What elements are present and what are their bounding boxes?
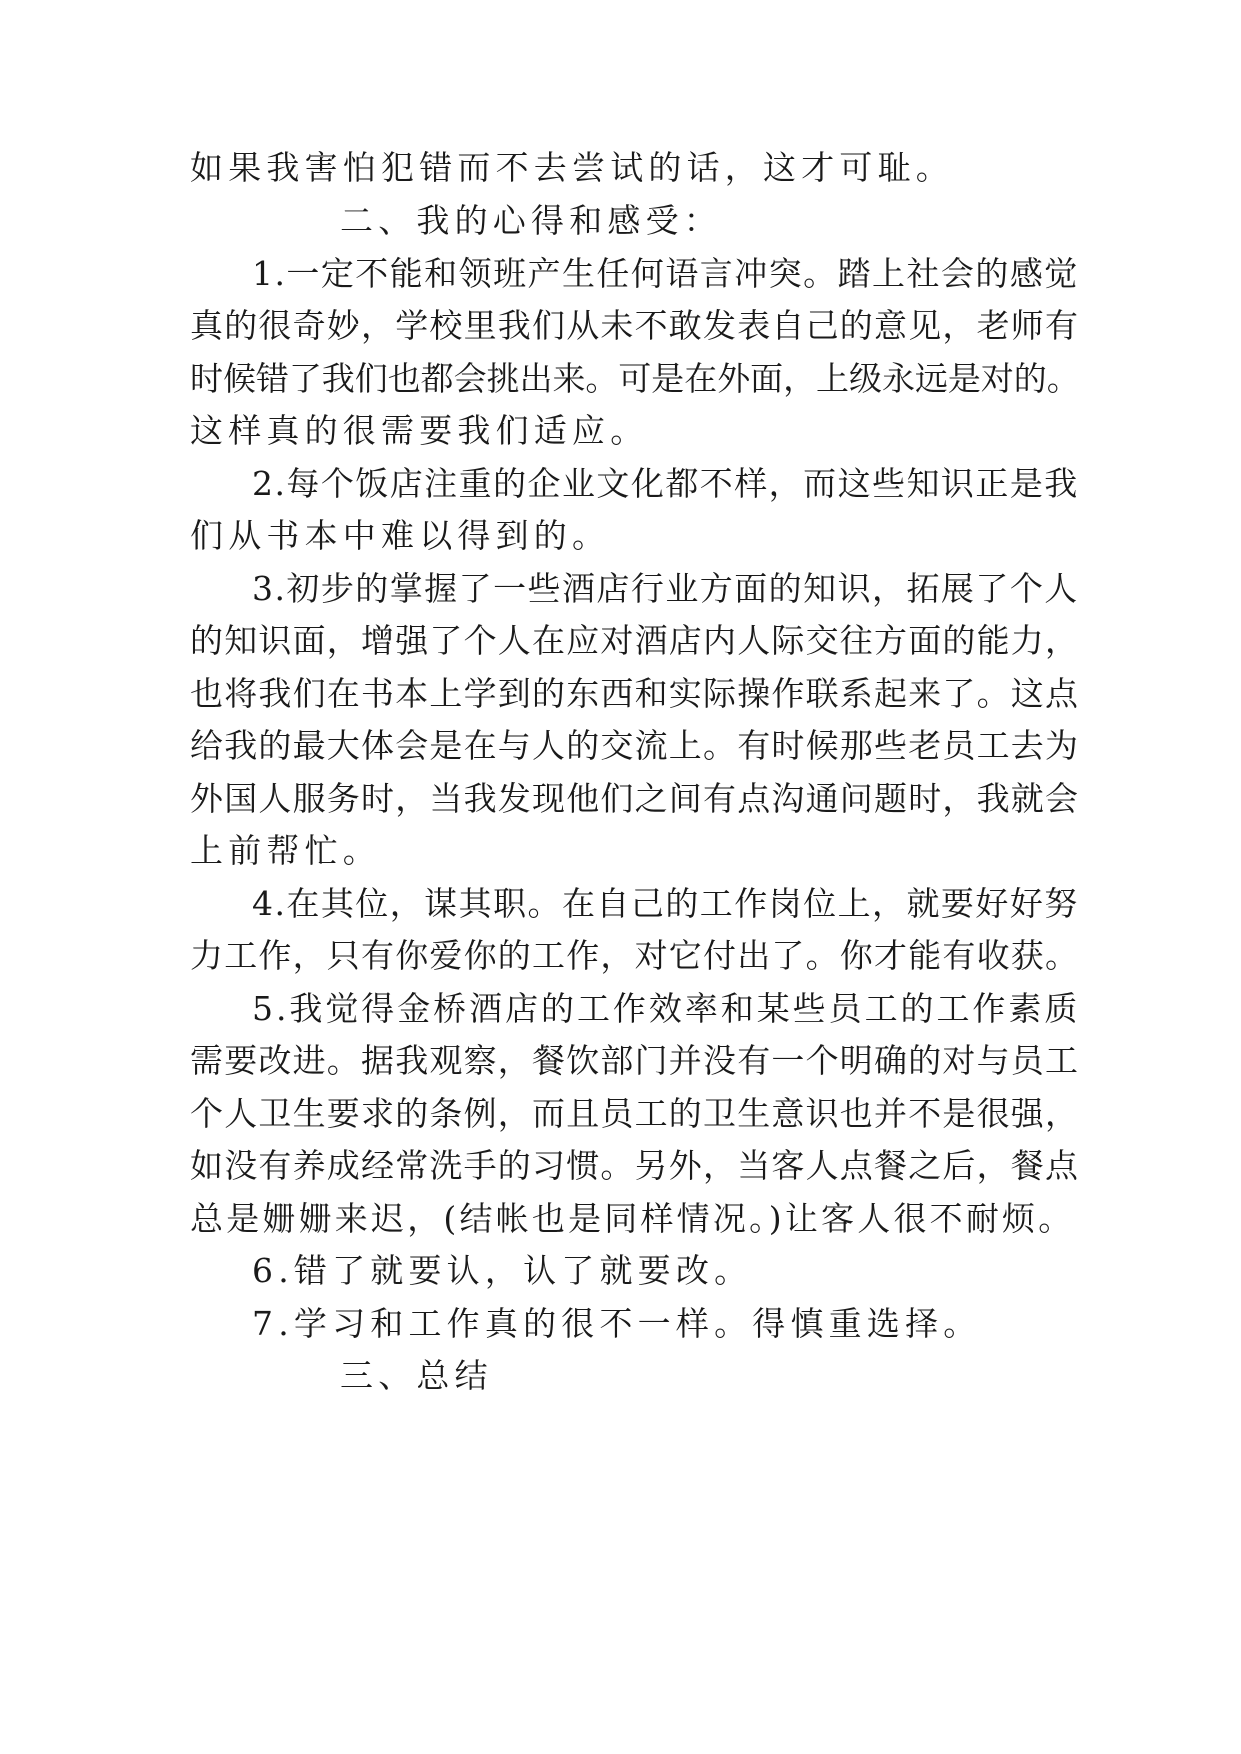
paragraph-line: 总是姗姗来迟，(结帐也是同样情况。)让客人很不耐烦。	[190, 1199, 1075, 1238]
paragraph-line: 6.错了就要认，认了就要改。	[252, 1251, 753, 1290]
paragraph-line: 上前帮忙。	[190, 831, 381, 870]
paragraph-line: 4.在其位，谋其职。在自己的工作岗位上，就要好好努	[252, 884, 1079, 923]
paragraph-line: 3.初步的掌握了一些酒店行业方面的知识，拓展了个人	[252, 569, 1079, 608]
paragraph-line: 也将我们在书本上学到的东西和实际操作联系起来了。这点	[190, 674, 1080, 713]
section-heading: 三、总结	[340, 1356, 493, 1395]
paragraph-line: 这样真的很需要我们适应。	[190, 411, 649, 450]
paragraph-line: 们从书本中难以得到的。	[190, 516, 611, 555]
paragraph-line: 需要改进。据我观察，餐饮部门并没有一个明确的对与员工	[190, 1041, 1080, 1080]
section-heading: 二、我的心得和感受：	[340, 201, 722, 240]
paragraph-line: 力工作，只有你爱你的工作，对它付出了。你才能有收获。	[190, 936, 1080, 975]
paragraph-line: 1.一定不能和领班产生任何语言冲突。踏上社会的感觉	[252, 254, 1079, 293]
paragraph-line: 的知识面，增强了个人在应对酒店内人际交往方面的能力，	[190, 621, 1080, 660]
paragraph-line: 外国人服务时，当我发现他们之间有点沟通问题时，我就会	[190, 779, 1080, 818]
paragraph-line: 7.学习和工作真的很不一样。得慎重选择。	[252, 1304, 982, 1343]
paragraph-line: 2.每个饭店注重的企业文化都不样，而这些知识正是我	[252, 464, 1079, 503]
paragraph-line: 真的很奇妙，学校里我们从未不敢发表自己的意见，老师有	[190, 306, 1080, 345]
paragraph-line: 5.我觉得金桥酒店的工作效率和某些员工的工作素质	[252, 989, 1081, 1028]
paragraph-line: 如没有养成经常洗手的习惯。另外，当客人点餐之后，餐点	[190, 1146, 1080, 1185]
paragraph-line: 给我的最大体会是在与人的交流上。有时候那些老员工去为	[190, 726, 1080, 765]
paragraph-line: 如果我害怕犯错而不去尝试的话，这才可耻。	[190, 148, 954, 187]
paragraph-line: 时候错了我们也都会挑出来。可是在外面，上级永远是对的。	[190, 359, 1080, 398]
paragraph-line: 个人卫生要求的条例，而且员工的卫生意识也并不是很强，	[190, 1094, 1080, 1133]
